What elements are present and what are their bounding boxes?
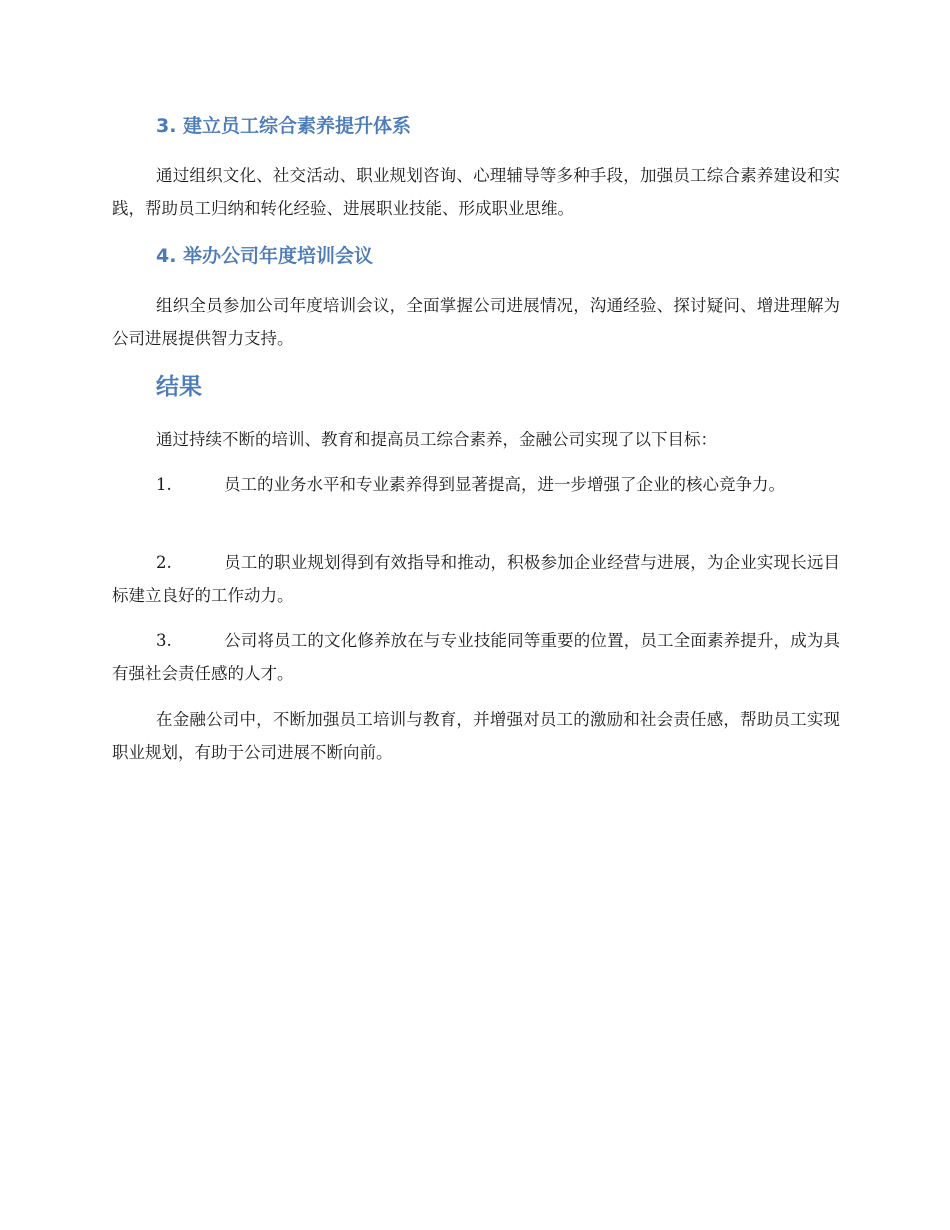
list-item-text: 员工的业务水平和专业素养得到显著提高，进一步增强了企业的核心竞争力。 — [224, 475, 785, 494]
results-heading: 结果 — [156, 374, 202, 400]
results-list-item — [112, 546, 840, 612]
section-4-heading: 4. 举办公司年度培训会议 — [156, 245, 374, 267]
results-intro: 通过持续不断的培训、教育和提高员工综合素养，金融公司实现了以下目标： — [156, 430, 717, 449]
section-4-body: 组织全员参加公司年度培训会议，全面掌握公司进展情况，沟通经验、探讨疑问、增进理解为公司进展提供智力支持。 — [112, 296, 840, 348]
list-item-number: 2. — [156, 553, 172, 572]
section-3-body: 通过组织文化、社交活动、职业规划咨询、心理辅导等多种手段，加强员工综合素养建设和实践，帮助员工归纳和转化经验、进展职业技能、形成职业思维。 — [112, 166, 840, 218]
list-item-text: 公司将员工的文化修养放在与专业技能同等重要的位置，员工全面素养提升，成为具有强社会责任感的人才。 — [112, 631, 840, 683]
results-list-item — [112, 468, 840, 501]
results-conclusion: 在金融公司中，不断加强员工培训与教育，并增强对员工的激励和社会责任感，帮助员工实现职业规划，有助于公司进展不断向前。 — [112, 710, 840, 762]
section-3-heading: 3. 建立员工综合素养提升体系 — [156, 115, 412, 137]
results-list-item — [112, 624, 840, 690]
list-item-text: 员工的职业规划得到有效指导和推动，积极参加企业经营与进展，为企业实现长远目标建立良好的工作动力。 — [112, 553, 840, 605]
list-item-number: 1. — [156, 475, 172, 494]
list-item-number: 3. — [156, 631, 172, 650]
